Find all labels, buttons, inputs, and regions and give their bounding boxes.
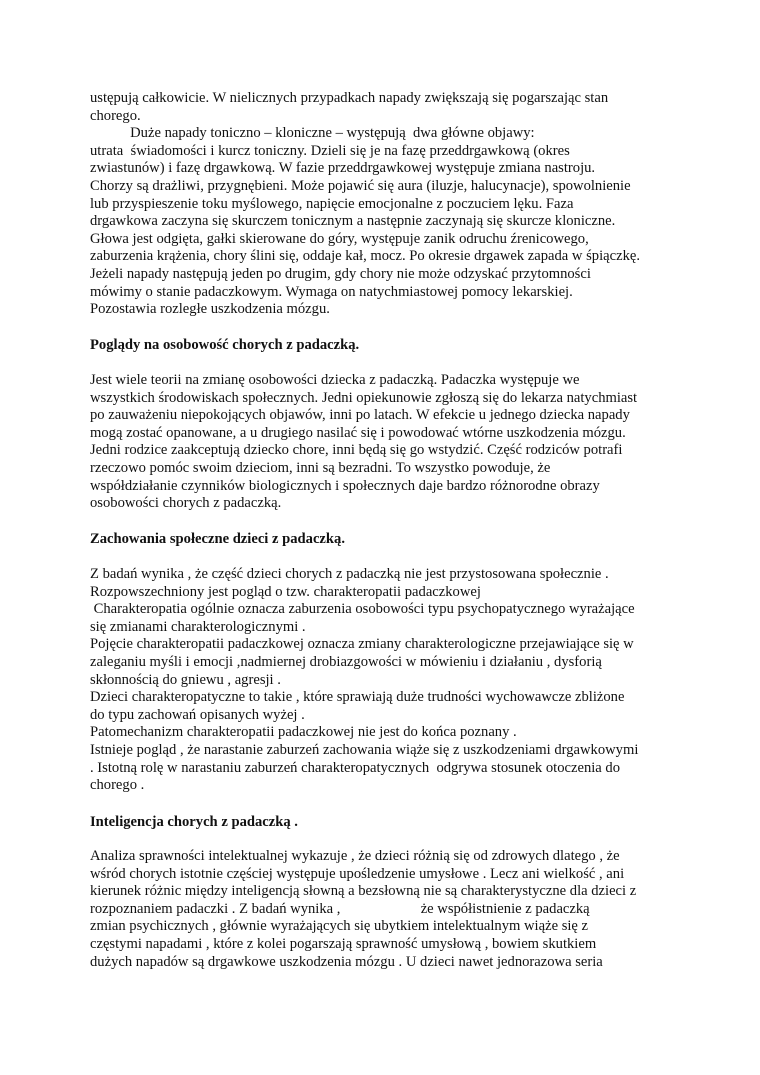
text-line: Charakteropatia ogólnie oznacza zaburzenia osobowości typu psychopatycznego wyrażające bbox=[90, 601, 635, 618]
text-line: dużych napadów są drgawkowe uszkodzenia mózgu . U dzieci nawet jednorazowa seria bbox=[90, 953, 603, 970]
text-line: Analiza sprawności intelektualnej wykazuje , że dzieci różnią się od zdrowych dlatego , że bbox=[90, 848, 620, 864]
text-line: chorego . bbox=[90, 777, 145, 794]
heading-text: Poglądy na osobowość chorych z padaczką. bbox=[90, 337, 360, 353]
text-line: Głowa jest odgięta, gałki skierowane do góry, występuje zanik odruchu źrenicowego, bbox=[90, 230, 589, 247]
text-line: do typu zachowań opisanych wyżej . bbox=[90, 706, 305, 723]
section-heading-social-behavior bbox=[90, 531, 680, 549]
intelligence-paragraph bbox=[90, 848, 680, 971]
text-line: skłonnością do gniewu , agresji . bbox=[90, 671, 281, 688]
text-line: . Istotną rolę w narastaniu zaburzeń charakteropatycznych odgrywa stosunek otoczenia do bbox=[90, 759, 621, 776]
text-line: Patomechanizm charakteropatii padaczkowej nie jest do końca poznany . bbox=[90, 724, 517, 741]
intro-paragraph bbox=[90, 90, 680, 319]
text-line: rozpoznaniem padaczki . Z badań wynika , że współistnienie z padaczką bbox=[90, 900, 590, 917]
text-line: Pozostawia rozległe uszkodzenia mózgu. bbox=[90, 301, 330, 318]
text-line: utrata świadomości i kurcz toniczny. Dzieli się je na fazę przeddrgawkową (okres bbox=[90, 142, 570, 159]
social-behavior-paragraph bbox=[90, 566, 680, 795]
personality-paragraph bbox=[90, 372, 680, 513]
text-line: mogą zostać opanowane, a u drugiego nasilać się i powodować wtórne uszkodzenia mózgu. bbox=[90, 424, 626, 441]
text-line: Jeżeli napady następują jeden po drugim, gdy chory nie może odzyskać przytomności bbox=[90, 265, 591, 282]
text-line: Pojęcie charakteropatii padaczkowej oznacza zmiany charakterologiczne przejawiające się w bbox=[90, 636, 634, 653]
text-line: drgawkowa zaczyna się skurczem tonicznym a następnie zaczynają się skurcze kloniczne. bbox=[90, 213, 616, 230]
text-line: lub przyspieszenie toku myślowego, napięcie emocjonalne z poczuciem lęku. Faza bbox=[90, 195, 574, 212]
text-line: po zauważeniu niepokojących objawów, inni po latach. W efekcie u jednego dziecka napady bbox=[90, 407, 630, 424]
heading-text: Inteligencja chorych z padaczką . bbox=[90, 814, 298, 830]
text-line: chorego. bbox=[90, 107, 141, 124]
text-line: rzeczowo pomóc swoim dzieciom, inni są bezradni. To wszystko powoduje, że bbox=[90, 459, 551, 476]
section-heading-personality bbox=[90, 337, 680, 355]
text-line: Rozpowszechniony jest pogląd o tzw. charakteropatii padaczkowej bbox=[90, 583, 481, 600]
text-line: współdziałanie czynników biologicznych i społecznych daje bardzo różnorodne obrazy bbox=[90, 477, 600, 494]
text-line: zaleganiu myśli i emocji ,nadmiernej drobiazgowości w mówieniu i działaniu , dysforią bbox=[90, 653, 602, 670]
text-line: Duże napady toniczno – kloniczne – występują dwa główne objawy: bbox=[90, 125, 535, 142]
text-line: częstymi napadami , które z kolei pogarszają sprawność umysłową , bowiem skutkiem bbox=[90, 935, 597, 952]
text-line: zaburzenia krążenia, chory ślini się, oddaje kał, mocz. Po okresie drgawek zapada w śpiączkę. bbox=[90, 248, 641, 265]
text-line: wśród chorych istotnie częściej występuje upośledzenie umysłowe . Lecz ani wielkość , ani bbox=[90, 865, 625, 882]
text-line: kierunek różnic między inteligencją słowną a bezsłowną nie są charakterystyczne dla dzieci z bbox=[90, 883, 637, 900]
text-line: Z badań wynika , że część dzieci chorych z padaczką nie jest przystosowana społecznie . bbox=[90, 566, 609, 582]
text-line: Jest wiele teorii na zmianę osobowości dziecka z padaczką. Padaczka występuje we bbox=[90, 372, 580, 388]
section-heading-intelligence bbox=[90, 814, 680, 832]
text-line: ustępują całkowicie. W nielicznych przypadkach napady zwiększają się pogarszając stan bbox=[90, 90, 609, 106]
text-line: Chorzy są drażliwi, przygnębieni. Może pojawić się aura (iluzje, halucynacje), spowolnienie bbox=[90, 177, 631, 194]
text-line: Jedni rodzice zaakceptują dziecko chore, inni będą się go wstydzić. Część rodziców potrafi bbox=[90, 442, 623, 459]
text-line: Istnieje pogląd , że narastanie zaburzeń zachowania wiąże się z uszkodzeniami drgawkowymi bbox=[90, 741, 639, 758]
text-line: wszystkich środowiskach społecznych. Jedni opiekunowie zgłoszą się do lekarza natychmiast bbox=[90, 389, 638, 406]
text-line: mówimy o stanie padaczkowym. Wymaga on natychmiastowej pomocy lekarskiej. bbox=[90, 283, 573, 300]
text-line: zmian psychicznych , głównie wyrażających się ubytkiem intelektualnym wiąże się z bbox=[90, 918, 589, 935]
text-line: się zmianami charakterologicznymi . bbox=[90, 618, 306, 635]
text-line: zwiastunów) i fazę drgawkową. W fazie przeddrgawkowej występuje zmiana nastroju. bbox=[90, 160, 596, 177]
text-line: osobowości chorych z padaczką. bbox=[90, 495, 282, 512]
text-line: Dzieci charakteropatyczne to takie , które sprawiają duże trudności wychowawcze zbliżone bbox=[90, 689, 625, 706]
heading-text: Zachowania społeczne dzieci z padaczką. bbox=[90, 531, 345, 547]
